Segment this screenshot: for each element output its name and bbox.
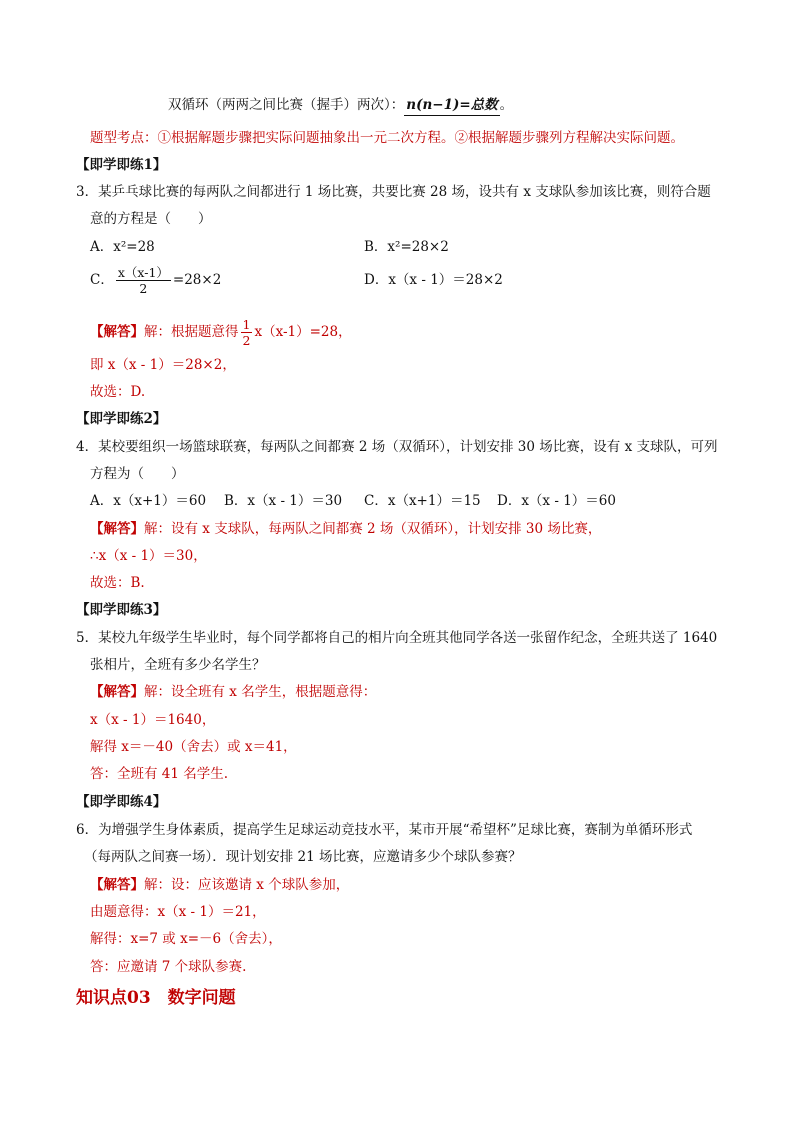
option-c <box>90 264 221 296</box>
question-4-stem-cont: 方程为（ ） <box>90 466 185 482</box>
practice-4-heading: 【即学即练4】 <box>76 794 167 810</box>
answer-3-line-1 <box>90 682 376 702</box>
option-a: A．x²=28 <box>90 239 155 255</box>
question-text: 为增强学生身体素质，提高学生足球运动竞技水平，某市开展“希望杯”足球比赛，赛制为单循环形式 <box>98 822 693 838</box>
knowledge-point-title: 知识点03 数字问题 <box>76 988 236 1008</box>
question-number: 6． <box>76 822 99 838</box>
answer-tag: 【解答】 <box>90 684 144 700</box>
answer-text: 解：根据题意得 <box>144 324 239 340</box>
answer-2-line-1 <box>90 519 601 539</box>
option-c-fraction <box>116 265 171 296</box>
option-b: B．x（x - 1）＝30 <box>224 493 343 509</box>
double-round-end: 。 <box>499 97 514 113</box>
answer-text: 解：设全班有 x 名学生，根据题意得： <box>144 684 377 700</box>
question-3-stem-cont: 意的方程是（ ） <box>90 211 212 227</box>
option-c-label: C． <box>90 272 114 288</box>
question-5-stem <box>76 628 717 648</box>
answer-1-line-1 <box>90 315 352 349</box>
question-6-stem <box>76 820 692 840</box>
question-number: 4． <box>76 439 99 455</box>
question-number: 3． <box>76 184 99 200</box>
answer-3-line-4: 答：全班有 41 名学生. <box>90 766 229 782</box>
answer-1-line-2: 即 x（x - 1）＝28×2， <box>90 357 236 373</box>
answer-2-line-2: ∴x（x - 1）＝30， <box>90 548 207 564</box>
question-6-stem-cont: （每两队之间赛一场）．现计划安排 21 场比赛，应邀请多少个球队参赛？ <box>84 849 522 865</box>
question-3-stem <box>76 182 711 202</box>
practice-1-heading: 【即学即练1】 <box>76 157 167 173</box>
question-text: 某校九年级学生毕业时，每个同学都将自己的相片向全班其他同学各送一张留作纪念，全班共送了 1640 <box>98 630 718 646</box>
fraction-numerator: 1 <box>242 317 251 332</box>
answer-fraction <box>241 317 253 348</box>
answer-text: 解：设有 x 支球队，每两队之间都赛 2 场（双循环），计划安排 30 场比赛， <box>144 521 602 537</box>
fraction-denominator: 2 <box>242 333 251 348</box>
fraction-denominator: 2 <box>139 281 148 296</box>
answer-3-line-2: x（x - 1）＝1640， <box>90 712 216 728</box>
question-4-stem <box>76 437 717 457</box>
answer-3-line-3: 解得 x＝－40（舍去）或 x＝41， <box>90 739 297 755</box>
practice-2-heading: 【即学即练2】 <box>76 411 167 427</box>
option-b: B．x²=28×2 <box>364 239 449 255</box>
answer-text: 解：设：应该邀请 x 个球队参加， <box>144 877 350 893</box>
option-c-rest: =28×2 <box>172 272 222 288</box>
answer-tag: 【解答】 <box>90 521 144 537</box>
answer-text-rest: x（x-1）=28， <box>254 324 352 340</box>
option-d: D．x（x - 1）＝28×2 <box>364 272 503 288</box>
question-text: 某乒乓球比赛的每两队之间都进行 1 场比赛，共要比赛 28 场，设共有 x 支球队参加该比赛，则符合题 <box>98 184 711 200</box>
fraction-numerator: x（x-1） <box>117 265 169 280</box>
option-d: D．x（x - 1）＝60 <box>497 493 616 509</box>
exam-points: 题型考点：①根据解题步骤把实际问题抽象出一元二次方程。②根据解题步骤列方程解决实际问题。 <box>90 130 684 146</box>
option-a: A．x（x+1）＝60 <box>90 493 207 509</box>
answer-1-line-3: 故选：D. <box>90 384 146 400</box>
option-c: C．x（x+1）＝15 <box>364 493 481 509</box>
answer-4-line-3: 解得：x=7 或 x=－6（舍去）， <box>90 931 282 947</box>
double-round-formula: n(n−1)=总数 <box>404 95 499 116</box>
practice-3-heading: 【即学即练3】 <box>76 602 167 618</box>
answer-4-line-4: 答：应邀请 7 个球队参赛. <box>90 959 247 975</box>
answer-4-line-1 <box>90 875 349 895</box>
answer-2-line-3: 故选：B. <box>90 575 145 591</box>
answer-4-line-2: 由题意得：x（x - 1）＝21， <box>90 904 266 920</box>
question-text: 某校要组织一场篮球联赛，每两队之间都赛 2 场（双循环），计划安排 30 场比赛，设有 x 支球队，可列 <box>98 439 718 455</box>
double-round-line <box>168 95 513 116</box>
double-round-text: 双循环（两两之间比赛（握手）两次）： <box>168 97 405 113</box>
answer-tag: 【解答】 <box>90 324 144 340</box>
question-5-stem-cont: 张相片，全班有多少名学生？ <box>90 657 266 673</box>
question-number: 5． <box>76 630 99 646</box>
answer-tag: 【解答】 <box>90 877 144 893</box>
